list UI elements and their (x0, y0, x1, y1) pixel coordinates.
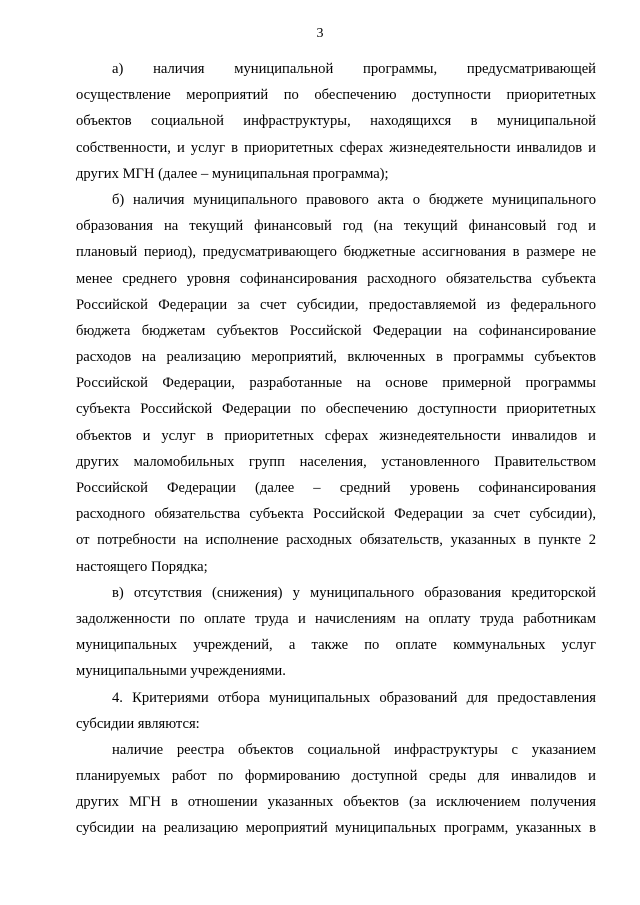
text-line: задолженности по оплате труда и начислениям на оплату труда работникам (76, 610, 596, 627)
text-line: Российской Федерации, разработанные на основе примерной программы (76, 375, 596, 392)
text-line: в) отсутствия (снижения) у муниципального образования кредиторской (112, 584, 596, 601)
page-number: 3 (316, 26, 324, 41)
text-line: настоящего Порядка; (76, 558, 208, 575)
text-line: субсидии являются: (76, 715, 200, 732)
text-line: других МГН в отношении указанных объектов (за исключением получения (76, 794, 596, 811)
text-line: расходов на реализацию мероприятий, включенных в программы субъектов (76, 349, 596, 366)
text-line: Российской Федерации (далее – средний уровень софинансирования (76, 480, 596, 496)
text-line: от потребности на исполнение расходных обязательств, указанных в пункте 2 (76, 532, 596, 549)
text-line: субсидии на реализацию мероприятий муниципальных программ, указанных в (76, 820, 596, 837)
text-line: плановый период), предусматривающего бюджетные ассигнования в размере не (76, 244, 596, 261)
text-line: бюджета бюджетам субъектов Российской Федерации на софинансирование (76, 322, 596, 339)
text-line: планируемых работ по формированию доступной среды для инвалидов и (76, 768, 596, 785)
text-line: муниципальными учреждениями. (76, 663, 286, 680)
text-line: расходного обязательства субъекта Российской Федерации за счет субсидии), (76, 506, 596, 523)
text-line: субъекта Российской Федерации по обеспечению доступности приоритетных (76, 401, 596, 418)
text-line: других МГН (далее – муниципальная программа); (76, 165, 389, 182)
text-line: других маломобильных групп населения, установленного Правительством (76, 453, 596, 470)
text-line: собственности, и услуг в приоритетных сферах жизнедеятельности инвалидов и (76, 139, 596, 156)
text-line: б) наличия муниципального правового акта о бюджете муниципального (112, 191, 596, 208)
text-line: Российской Федерации за счет субсидии, предоставляемой из федерального (76, 296, 596, 313)
text-line: менее среднего уровня софинансирования расходного обязательства субъекта (76, 270, 596, 287)
text-line: образования на текущий финансовый год (на текущий финансовый год и (76, 218, 596, 235)
text-line: наличие реестра объектов социальной инфраструктуры с указанием (112, 741, 596, 758)
text-line: объектов и услуг в приоритетных сферах жизнедеятельности инвалидов и (76, 427, 596, 444)
text-line: объектов социальной инфраструктуры, находящихся в муниципальной (76, 113, 596, 130)
text-line: а) наличия муниципальной программы, предусматривающей (112, 61, 596, 77)
text-line: осуществление мероприятий по обеспечению доступности приоритетных (76, 87, 596, 104)
text-line: 4. Критериями отбора муниципальных образований для предоставления (112, 689, 596, 706)
text-line: муниципальных учреждений, а также по оплате коммунальных услуг (76, 637, 596, 654)
document-body (76, 56, 596, 842)
